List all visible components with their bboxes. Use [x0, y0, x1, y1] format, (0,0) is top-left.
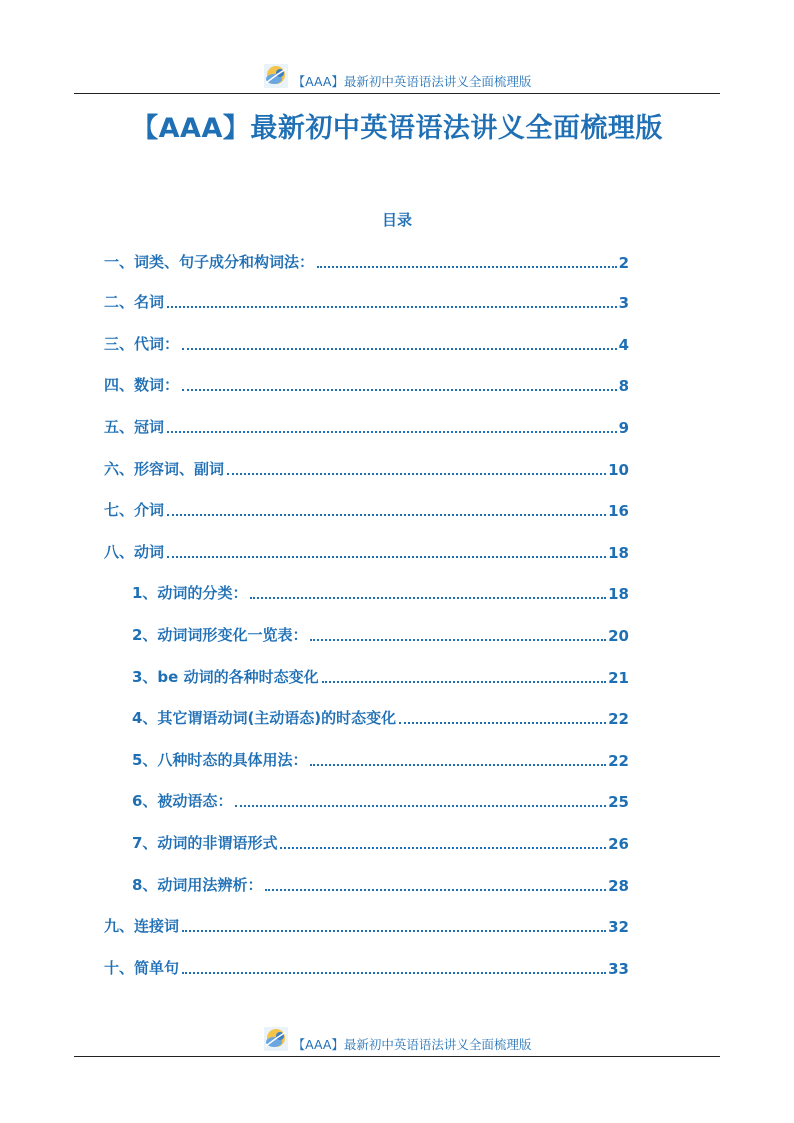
- toc-leader: [310, 764, 606, 766]
- toc-entry[interactable]: [132, 583, 629, 603]
- toc-entry[interactable]: [104, 292, 629, 312]
- toc-leader: [250, 597, 606, 599]
- toc-leader: [310, 639, 606, 641]
- toc-entry-page: 26: [608, 835, 629, 853]
- toc-entry-page: 16: [608, 502, 629, 520]
- toc-entry[interactable]: [132, 667, 629, 687]
- toc-entry[interactable]: [132, 625, 629, 645]
- toc-entry[interactable]: [104, 334, 629, 354]
- toc-entry-page: 22: [608, 710, 629, 728]
- toc-entry-label: 3、be 动词的各种时态变化: [132, 668, 319, 686]
- toc-entry-label: 二、名词: [104, 293, 165, 311]
- toc-entry-label: 九、连接词: [104, 917, 180, 935]
- globe-logo-icon: [263, 63, 289, 89]
- toc-leader: [182, 930, 606, 932]
- globe-logo-icon: [263, 1026, 289, 1052]
- toc-entry-page: 10: [608, 461, 629, 479]
- toc-leader: [182, 389, 617, 391]
- toc-leader: [167, 514, 606, 516]
- toc-entry-page: 18: [608, 585, 629, 603]
- toc-entry-page: 8: [618, 377, 629, 395]
- toc-leader: [227, 473, 606, 475]
- toc-entry-page: 4: [618, 336, 629, 354]
- toc-leader: [182, 348, 617, 350]
- toc-entry-page: 32: [608, 918, 629, 936]
- toc-entry-label: 7、动词的非谓语形式: [132, 834, 278, 852]
- toc-heading: 目录: [381, 211, 412, 229]
- toc-entry[interactable]: [104, 417, 629, 437]
- toc-leader: [167, 556, 606, 558]
- toc-entry[interactable]: [104, 459, 629, 479]
- toc-entry[interactable]: [104, 958, 629, 978]
- toc-leader: [235, 805, 606, 807]
- toc-entry[interactable]: [104, 252, 629, 272]
- header-text: 【AAA】最新初中英语语法讲义全面梳理版: [292, 74, 532, 89]
- toc-entry[interactable]: [104, 542, 629, 562]
- toc-leader: [167, 431, 617, 433]
- toc-entry-label: 十、简单句: [104, 959, 180, 977]
- toc-entry-label: 6、被动语态：: [132, 792, 233, 810]
- toc-leader: [280, 847, 606, 849]
- toc-entry-label: 4、其它谓语动词(主动语态)的时态变化: [132, 709, 397, 727]
- toc-entry-label: 六、形容词、副词: [104, 460, 225, 478]
- toc-entry-page: 2: [618, 254, 629, 272]
- toc-entry-page: 25: [608, 793, 629, 811]
- page-footer: [74, 1000, 720, 1057]
- toc-entry-label: 五、冠词: [104, 418, 165, 436]
- document-title: 【AAA】最新初中英语语法讲义全面梳理版: [131, 113, 663, 144]
- toc-entry-page: 21: [608, 669, 629, 687]
- toc-entry[interactable]: [132, 750, 629, 770]
- toc-entry-label: 三、代词：: [104, 335, 180, 353]
- toc-leader: [322, 681, 607, 683]
- toc-entry[interactable]: [132, 875, 629, 895]
- toc-entry-label: 一、词类、句子成分和构词法：: [104, 253, 315, 271]
- toc-entry[interactable]: [104, 375, 629, 395]
- toc-leader: [317, 266, 617, 268]
- toc-entry-label: 八、动词: [104, 543, 165, 561]
- footer-text: 【AAA】最新初中英语语法讲义全面梳理版: [292, 1037, 532, 1052]
- toc-leader: [265, 889, 606, 891]
- toc-entry-page: 3: [618, 294, 629, 312]
- toc-entry-label: 8、动词用法辨析：: [132, 876, 263, 894]
- page-header: [74, 0, 720, 94]
- toc-entry-label: 七、介词: [104, 501, 165, 519]
- toc-leader: [399, 722, 606, 724]
- toc-entry-page: 9: [618, 419, 629, 437]
- toc-entry[interactable]: [104, 916, 629, 936]
- toc-entry-label: 2、动词词形变化一览表：: [132, 626, 308, 644]
- toc-entry-page: 22: [608, 752, 629, 770]
- toc-leader: [167, 306, 617, 308]
- toc-entry-label: 5、八种时态的具体用法：: [132, 751, 308, 769]
- toc-entry[interactable]: [104, 500, 629, 520]
- toc-entry[interactable]: [132, 708, 629, 728]
- toc-entry-page: 33: [608, 960, 629, 978]
- toc-entry[interactable]: [132, 833, 629, 853]
- toc-entry-page: 18: [608, 544, 629, 562]
- toc-entry-page: 28: [608, 877, 629, 895]
- toc-entry-label: 四、数词：: [104, 376, 180, 394]
- toc-leader: [182, 972, 606, 974]
- toc-entry[interactable]: [132, 791, 629, 811]
- toc-entry-page: 20: [608, 627, 629, 645]
- toc-entry-label: 1、动词的分类：: [132, 584, 248, 602]
